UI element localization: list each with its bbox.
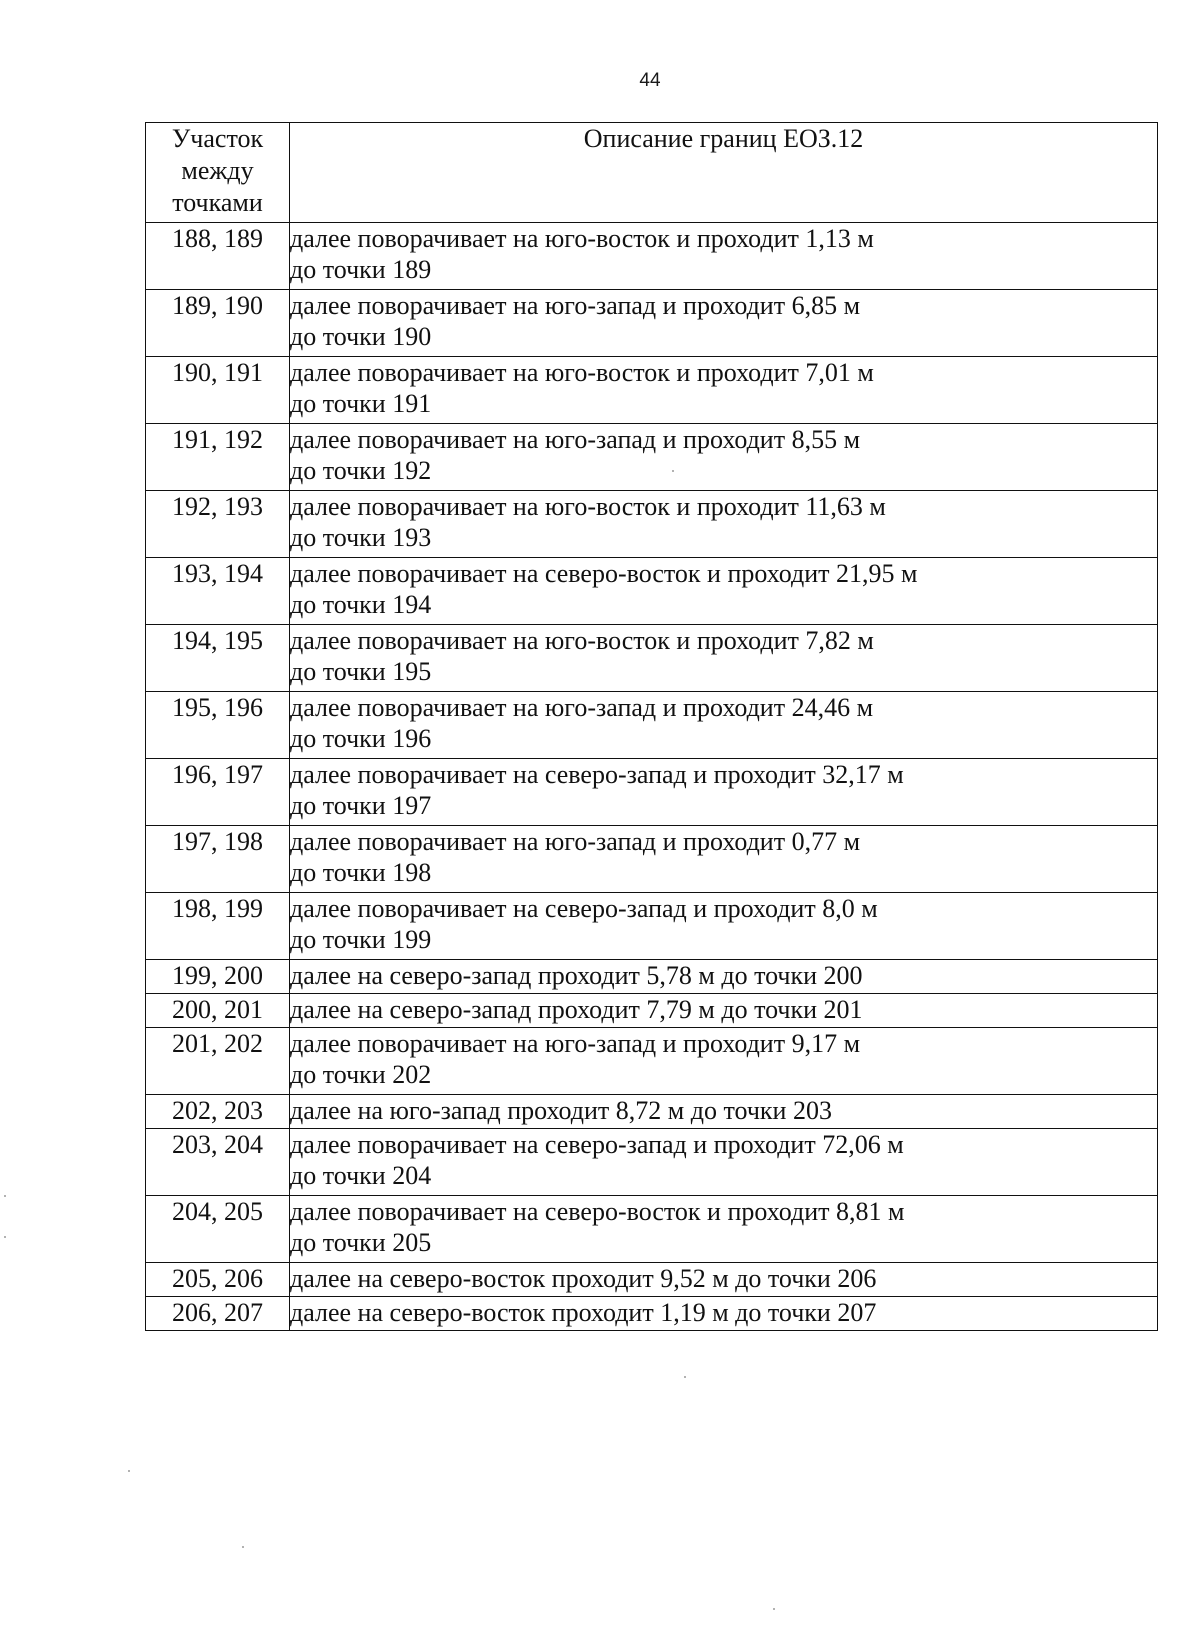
description-cell	[290, 558, 1158, 625]
scan-speck	[128, 1470, 130, 1472]
table-row	[146, 558, 1158, 625]
boundary-description-table	[145, 122, 1158, 1331]
description-line: до точки 195	[290, 657, 432, 686]
description-cell	[290, 290, 1158, 357]
scan-speck	[4, 1195, 6, 1197]
scan-speck	[4, 1236, 6, 1238]
segment-cell: 193, 194	[146, 558, 290, 625]
scan-speck	[773, 1608, 775, 1610]
description-line: до точки 193	[290, 523, 432, 552]
description-cell	[290, 1095, 1158, 1129]
table-row	[146, 826, 1158, 893]
description-cell	[290, 960, 1158, 994]
description-line: далее на северо-восток проходит 9,52 м до точки 206	[290, 1264, 877, 1293]
description-line: до точки 205	[290, 1228, 432, 1257]
segment-cell: 196, 197	[146, 759, 290, 826]
description-line: далее поворачивает на юго-восток и проходит 7,01 м	[290, 358, 874, 387]
scan-speck	[684, 1376, 686, 1378]
table-row	[146, 223, 1158, 290]
scan-speck	[672, 470, 674, 472]
table-row	[146, 1297, 1158, 1331]
description-cell	[290, 692, 1158, 759]
description-cell	[290, 424, 1158, 491]
segment-cell: 190, 191	[146, 357, 290, 424]
table-body	[146, 223, 1158, 1331]
description-line: далее поворачивает на юго-запад и проходит 0,77 м	[290, 827, 861, 856]
segment-cell: 188, 189	[146, 223, 290, 290]
segment-cell: 192, 193	[146, 491, 290, 558]
description-cell	[290, 625, 1158, 692]
description-line: далее поворачивает на юго-восток и проходит 7,82 м	[290, 626, 874, 655]
segment-cell: 197, 198	[146, 826, 290, 893]
table-row	[146, 491, 1158, 558]
segment-cell: 205, 206	[146, 1263, 290, 1297]
segment-cell: 194, 195	[146, 625, 290, 692]
description-cell	[290, 223, 1158, 290]
description-line: далее на северо-запад проходит 5,78 м до точки 200	[290, 961, 863, 990]
table-header-row	[146, 123, 1158, 223]
segment-cell: 199, 200	[146, 960, 290, 994]
table-row	[146, 1129, 1158, 1196]
segment-column-header	[146, 123, 290, 223]
description-line: далее на северо-восток проходит 1,19 м до точки 207	[290, 1298, 877, 1327]
description-line: далее поворачивает на юго-восток и проходит 11,63 м	[290, 492, 886, 521]
segment-cell: 202, 203	[146, 1095, 290, 1129]
table-row	[146, 290, 1158, 357]
table-row	[146, 960, 1158, 994]
description-line: до точки 189	[290, 255, 432, 284]
description-cell	[290, 491, 1158, 558]
description-cell	[290, 1297, 1158, 1331]
description-line: далее поворачивает на юго-запад и проходит 9,17 м	[290, 1029, 861, 1058]
description-line: далее поворачивает на северо-запад и проходит 32,17 м	[290, 760, 904, 789]
description-line: до точки 202	[290, 1060, 432, 1089]
table-row	[146, 625, 1158, 692]
segment-cell: 198, 199	[146, 893, 290, 960]
scan-speck	[242, 1546, 244, 1548]
description-cell	[290, 357, 1158, 424]
table-row	[146, 357, 1158, 424]
table-row	[146, 759, 1158, 826]
description-line: до точки 190	[290, 322, 432, 351]
description-cell	[290, 759, 1158, 826]
segment-header-line: точками	[172, 188, 263, 217]
description-cell	[290, 1028, 1158, 1095]
description-line: до точки 197	[290, 791, 432, 820]
segment-header-line: между	[181, 156, 254, 185]
table-row	[146, 1028, 1158, 1095]
description-line: до точки 192	[290, 456, 432, 485]
description-column-header: Описание границ ЕОЗ.12	[290, 123, 1158, 223]
description-line: до точки 196	[290, 724, 432, 753]
description-cell	[290, 1263, 1158, 1297]
description-line: до точки 194	[290, 590, 432, 619]
description-line: далее на северо-запад проходит 7,79 м до точки 201	[290, 995, 863, 1024]
description-cell	[290, 1196, 1158, 1263]
description-cell	[290, 1129, 1158, 1196]
description-line: далее поворачивает на северо-запад и проходит 8,0 м	[290, 894, 878, 923]
segment-cell: 204, 205	[146, 1196, 290, 1263]
segment-cell: 200, 201	[146, 994, 290, 1028]
segment-cell: 201, 202	[146, 1028, 290, 1095]
description-line: до точки 198	[290, 858, 432, 887]
description-line: далее поворачивает на юго-запад и проходит 24,46 м	[290, 693, 874, 722]
table-row	[146, 424, 1158, 491]
table-row	[146, 1196, 1158, 1263]
description-cell	[290, 826, 1158, 893]
description-line: далее поворачивает на юго-восток и проходит 1,13 м	[290, 224, 874, 253]
table-row	[146, 994, 1158, 1028]
description-line: далее на юго-запад проходит 8,72 м до точки 203	[290, 1096, 832, 1125]
table-row	[146, 1095, 1158, 1129]
description-line: далее поворачивает на северо-запад и проходит 72,06 м	[290, 1130, 904, 1159]
description-line: далее поворачивает на северо-восток и проходит 21,95 м	[290, 559, 918, 588]
description-line: далее поворачивает на северо-восток и проходит 8,81 м	[290, 1197, 905, 1226]
table-row	[146, 1263, 1158, 1297]
segment-cell: 189, 190	[146, 290, 290, 357]
segment-cell: 206, 207	[146, 1297, 290, 1331]
segment-cell: 191, 192	[146, 424, 290, 491]
description-line: до точки 199	[290, 925, 432, 954]
table-row	[146, 692, 1158, 759]
description-line: далее поворачивает на юго-запад и проходит 8,55 м	[290, 425, 861, 454]
description-line: до точки 191	[290, 389, 432, 418]
segment-cell: 195, 196	[146, 692, 290, 759]
description-cell	[290, 994, 1158, 1028]
table-row	[146, 893, 1158, 960]
segment-cell: 203, 204	[146, 1129, 290, 1196]
description-line: далее поворачивает на юго-запад и проходит 6,85 м	[290, 291, 861, 320]
segment-header-line: Участок	[171, 124, 264, 153]
description-line: до точки 204	[290, 1161, 432, 1190]
description-cell	[290, 893, 1158, 960]
page-number: 44	[639, 70, 661, 91]
